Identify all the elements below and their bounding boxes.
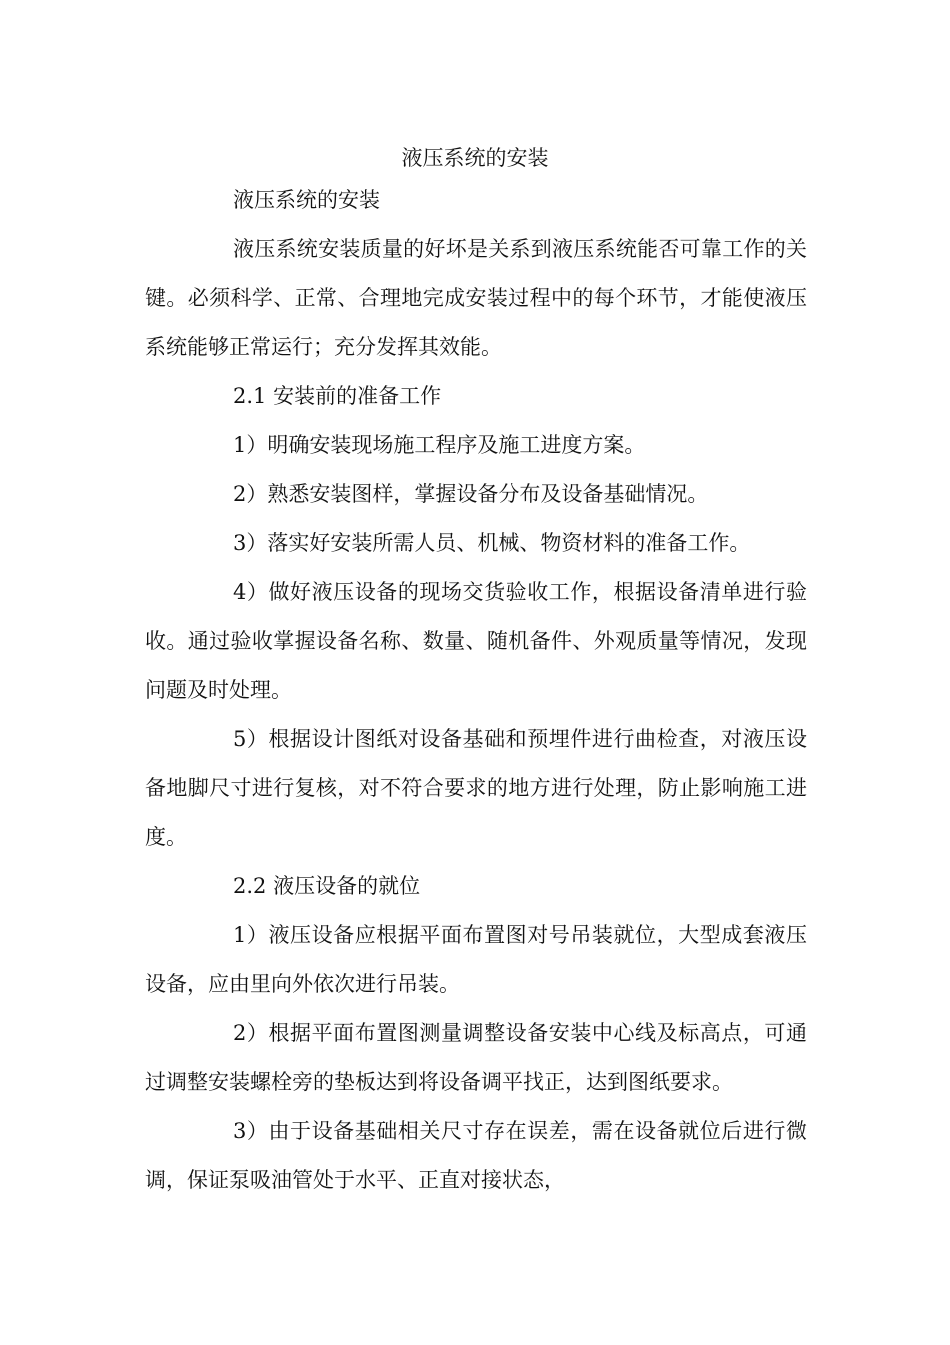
list-item: 1）明确安装现场施工程序及施工进度方案。 [233,433,646,457]
list-item: 5）根据设计图纸对设备基础和预埋件进行曲检查，对液压设备地脚尺寸进行复核，对不符合要求的地方进行处理，防止影响施工进度。 [145,727,807,849]
paragraph-intro: 液压系统安装质量的好坏是关系到液压系统能否可靠工作的关键。必须科学、正常、合理地完成安装过程中的每个环节，才能使液压系统能够正常运行；充分发挥其效能。 [145,237,807,359]
paragraph-subtitle: 液压系统的安装 [233,188,380,212]
document-title: 液压系统的安装 [401,146,549,170]
document-body [145,176,807,1205]
section-heading-2-1: 2.1 安装前的准备工作 [233,384,442,408]
list-item: 4）做好液压设备的现场交货验收工作，根据设备清单进行验收。通过验收掌握设备名称、数量、随机备件、外观质量等情况，发现问题及时处理。 [145,580,807,702]
section-heading-2-2: 2.2 液压设备的就位 [233,874,421,898]
list-item: 2）熟悉安装图样，掌握设备分布及设备基础情况。 [233,482,709,506]
list-item: 1）液压设备应根据平面布置图对号吊装就位，大型成套液压设备，应由里向外依次进行吊装。 [145,923,807,996]
list-item: 2）根据平面布置图测量调整设备安装中心线及标高点，可通过调整安装螺栓旁的垫板达到将设备调平找正，达到图纸要求。 [145,1021,807,1094]
list-item: 3）由于设备基础相关尺寸存在误差，需在设备就位后进行微调，保证泵吸油管处于水平、正直对接状态， [145,1119,807,1192]
list-item: 3）落实好安装所需人员、机械、物资材料的准备工作。 [233,531,751,555]
